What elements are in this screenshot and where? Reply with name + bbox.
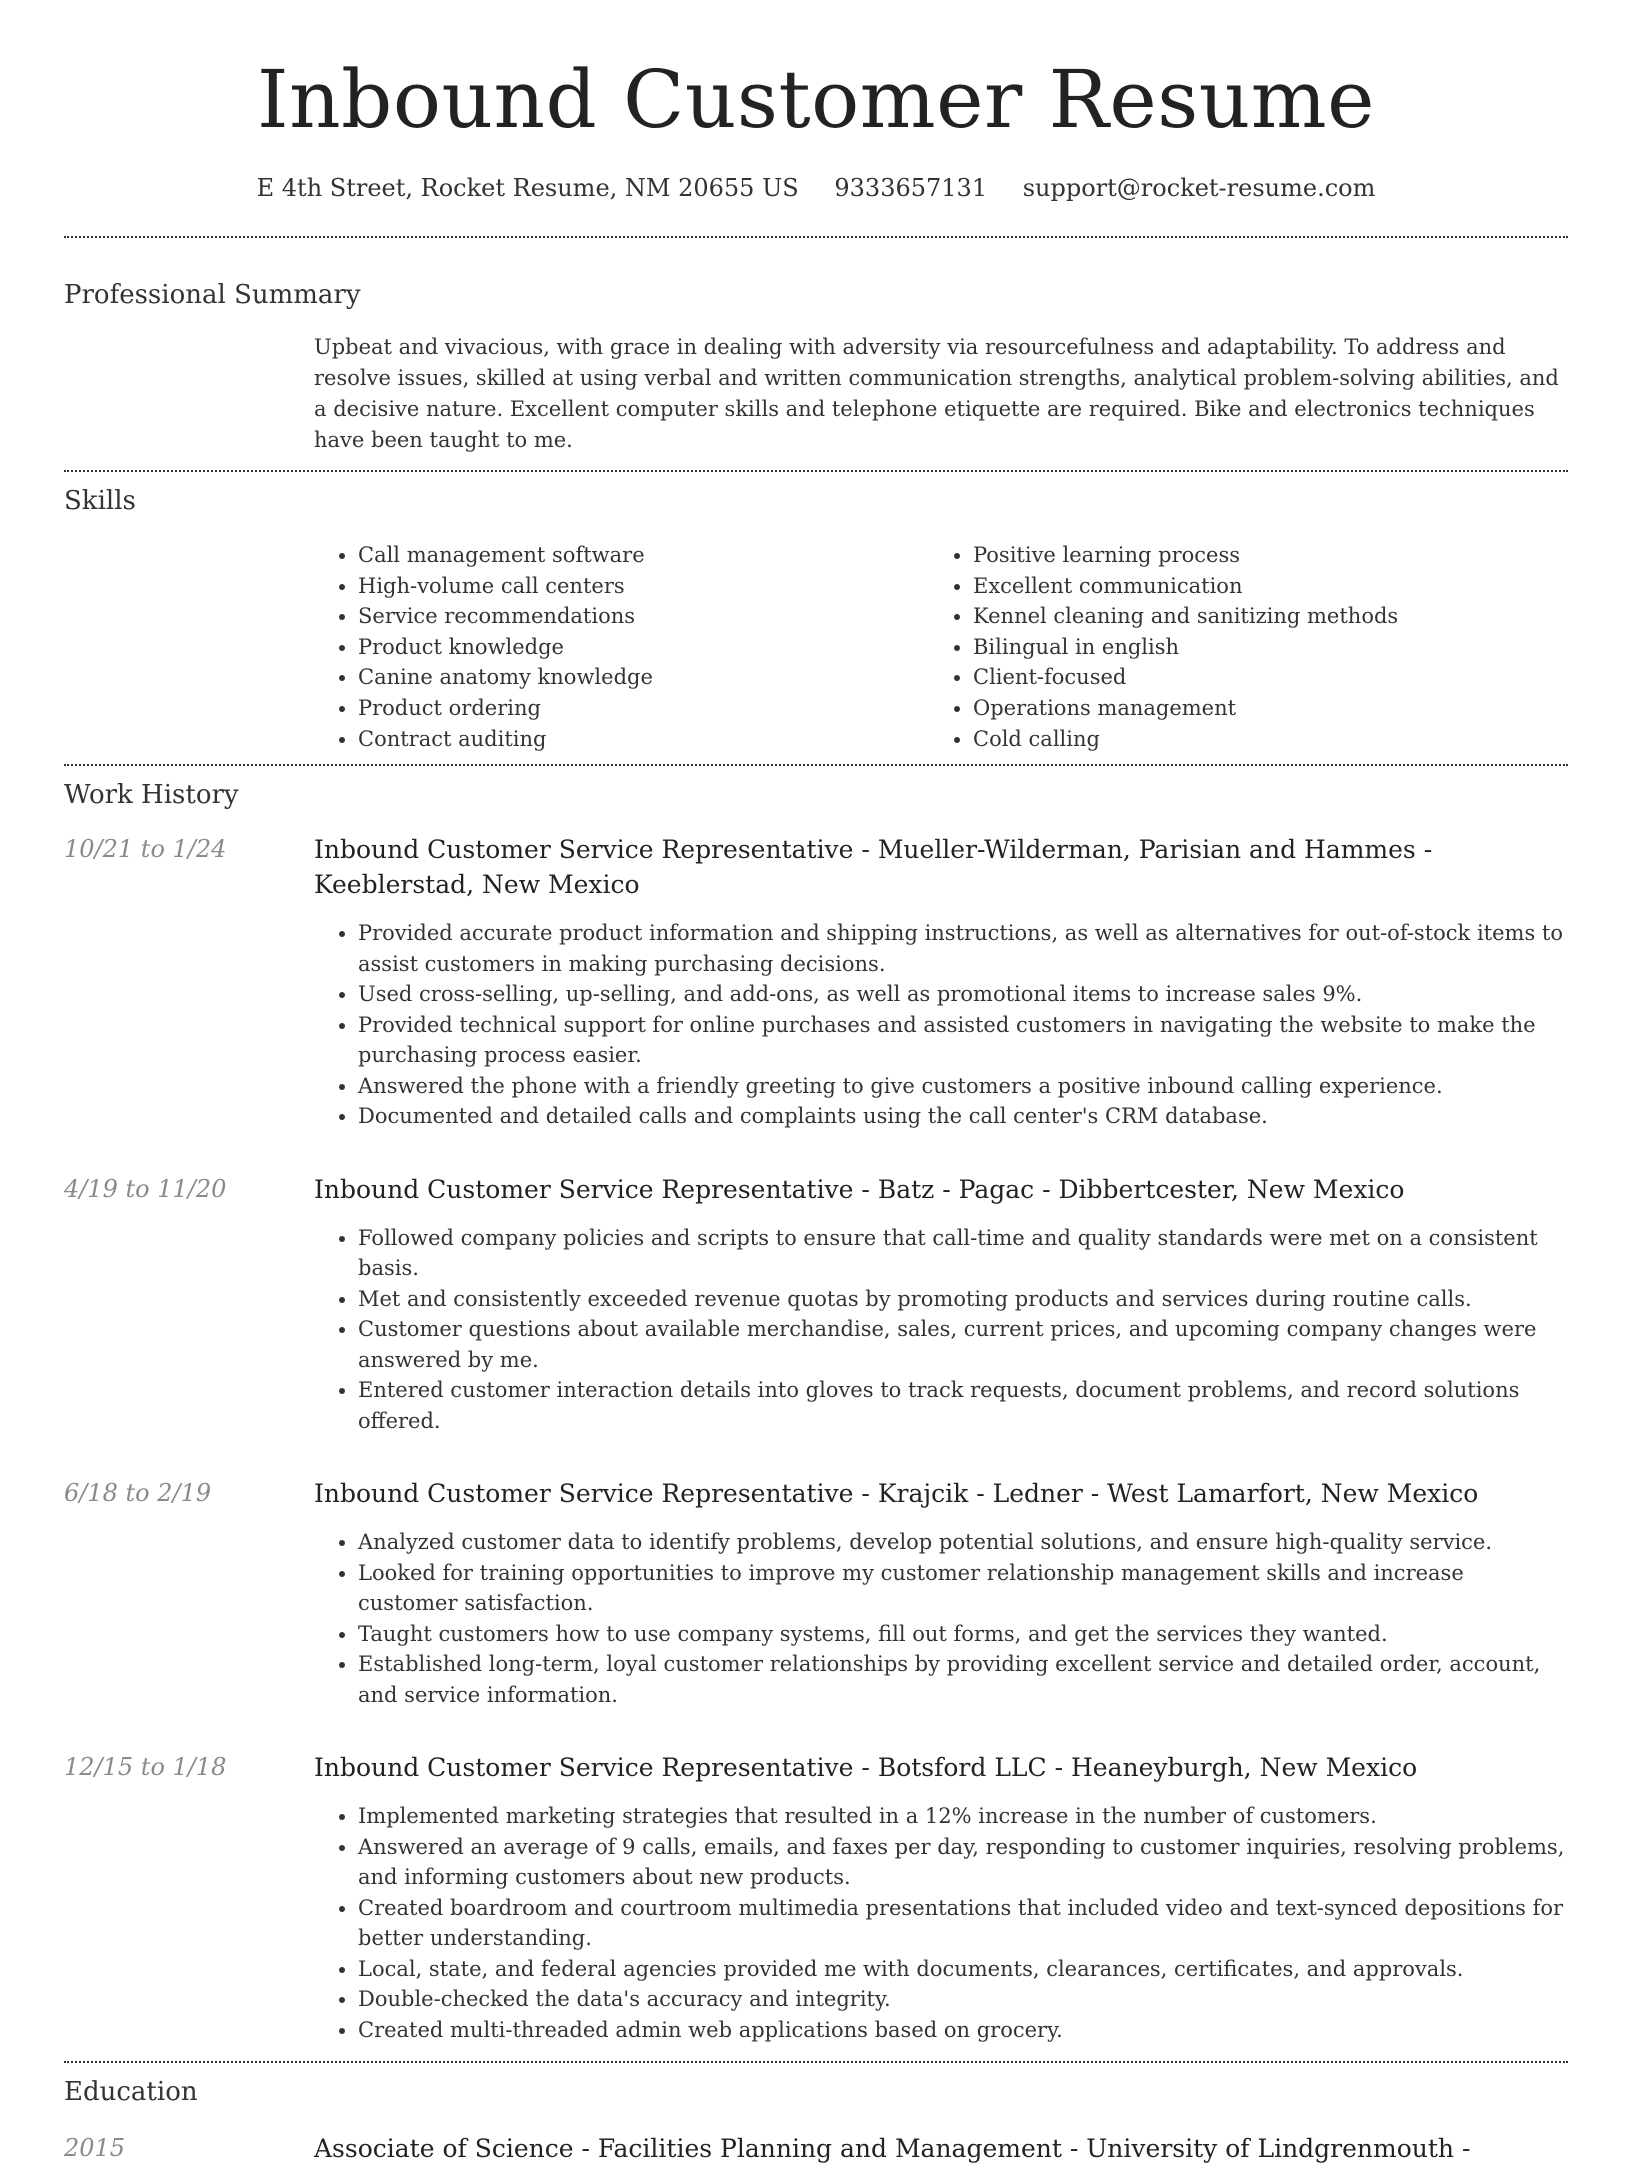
job-bullet: • Analyzed customer data to identify problems, develop potential solutions, and ensure high-quality service. xyxy=(358,1527,1568,1558)
job-bullet: • Customer questions about available merchandise, sales, current prices, and upcoming company changes were answered by me. xyxy=(358,1314,1568,1375)
summary-heading: Professional Summary xyxy=(64,280,361,310)
work-history-section xyxy=(64,766,1568,2045)
job-dates: 6/18 to 2/19 xyxy=(64,1479,212,1508)
skills-column-right xyxy=(929,540,1544,754)
education-body xyxy=(314,2131,1568,2166)
job-bullet: • Established long-term, loyal customer relationships by providing excellent service and detailed order, account, and service information. xyxy=(358,1649,1568,1710)
job-bullet: • Double-checked the data's accuracy and integrity. xyxy=(358,1984,1568,2015)
job-bullet: • Answered an average of 9 calls, emails, and faxes per day, responding to customer inquiries, resolving problems, and informing customers about new products. xyxy=(358,1832,1568,1893)
job-bullet: • Entered customer interaction details into gloves to track requests, document problems, and record solutions offered. xyxy=(358,1375,1568,1436)
skills-column-left xyxy=(314,540,929,754)
education-section xyxy=(64,2063,1568,2166)
job-body xyxy=(314,1476,1568,1710)
skill-item: • Contract auditing xyxy=(358,724,929,755)
skills-grid xyxy=(314,540,1568,754)
skill-item: • Product knowledge xyxy=(358,632,929,663)
job-dates: 4/19 to 11/20 xyxy=(64,1174,227,1203)
skill-item: • Client-focused xyxy=(973,662,1544,693)
job-bullet: • Local, state, and federal agencies provided me with documents, clearances, certificates, and approvals. xyxy=(358,1954,1568,1985)
job-bullets xyxy=(314,918,1568,1132)
skill-item: • Kennel cleaning and sanitizing methods xyxy=(973,601,1544,632)
resume-header xyxy=(64,0,1568,204)
job-body xyxy=(314,1750,1568,2045)
job-bullets xyxy=(314,1223,1568,1437)
job-dates: 12/15 to 1/18 xyxy=(64,1753,227,1782)
skill-item: • Bilingual in english xyxy=(973,632,1544,663)
job-bullet: • Used cross-selling, up-selling, and add-ons, as well as promotional items to increase sales 9%. xyxy=(358,979,1568,1010)
contact-phone: 9333657131 xyxy=(834,174,988,202)
job-bullets xyxy=(314,1801,1568,2045)
job-bullet: • Answered the phone with a friendly greeting to give customers a positive inbound calling experience. xyxy=(358,1071,1568,1102)
skills-section xyxy=(64,472,1568,754)
job-body xyxy=(314,832,1568,1132)
skill-item: • Excellent communication xyxy=(973,571,1544,602)
skill-item: • High-volume call centers xyxy=(358,571,929,602)
job-bullet: • Created multi-threaded admin web applications based on grocery. xyxy=(358,2015,1568,2046)
skill-item: • Service recommendations xyxy=(358,601,929,632)
job-bullet: • Created boardroom and courtroom multimedia presentations that included video and text-synced depositions for better understanding. xyxy=(358,1893,1568,1954)
summary-section xyxy=(64,238,1568,456)
contact-line xyxy=(64,172,1568,204)
summary-text: Upbeat and vivacious, with grace in dealing with adversity via resourcefulness and adaptability. To address and resolve issues, skilled at using verbal and written communication strengths, analytical problem-solving abilities, and a decisive nature. Excellent computer skills and telephone etiquette are required. Bike and electronics techniques have been taught to me. xyxy=(314,335,1559,452)
skill-item: • Canine anatomy knowledge xyxy=(358,662,929,693)
work-history-heading: Work History xyxy=(64,780,239,811)
job-bullet: • Followed company policies and scripts to ensure that call-time and quality standards were met on a consistent basis. xyxy=(358,1223,1568,1284)
job-title: Inbound Customer Service Representative - Botsford LLC - Heaneyburgh, New Mexico xyxy=(314,1753,1418,1783)
contact-address: E 4th Street, Rocket Resume, NM 20655 US xyxy=(256,174,799,202)
skill-item: • Call management software xyxy=(358,540,929,571)
job-entry xyxy=(64,832,1568,1132)
skill-item: • Operations management xyxy=(973,693,1544,724)
education-heading: Education xyxy=(64,2077,198,2108)
job-bullet: • Taught customers how to use company systems, fill out forms, and get the services they wanted. xyxy=(358,1619,1568,1650)
job-bullet: • Looked for training opportunities to improve my customer relationship management skills and increase customer satisfaction. xyxy=(358,1558,1568,1619)
job-title: Inbound Customer Service Representative - Krajcik - Ledner - West Lamarfort, New Mexico xyxy=(314,1479,1479,1509)
job-bullets xyxy=(314,1527,1568,1710)
job-body xyxy=(314,1172,1568,1437)
education-date: 2015 xyxy=(64,2134,126,2163)
education-title: Associate of Science - Facilities Planning and Management - University of Lindgrenmouth - xyxy=(314,2134,1471,2164)
job-bullet: • Implemented marketing strategies that resulted in a 12% increase in the number of customers. xyxy=(358,1801,1568,1832)
skill-item: • Positive learning process xyxy=(973,540,1544,571)
job-entry xyxy=(64,1750,1568,2045)
job-dates: 10/21 to 1/24 xyxy=(64,835,227,864)
job-title: Inbound Customer Service Representative - Batz - Pagac - Dibbertcester, New Mexico xyxy=(314,1174,1405,1204)
skill-item: • Product ordering xyxy=(358,693,929,724)
education-entry xyxy=(64,2131,1568,2166)
job-bullet: • Provided accurate product information and shipping instructions, as well as alternatives for out-of-stock items to assist customers in making purchasing decisions. xyxy=(358,918,1568,979)
skill-item: • Cold calling xyxy=(973,724,1544,755)
job-title: Inbound Customer Service Representative - Mueller-Wilderman, Parisian and Hammes - Keeblerstad, New Mexico xyxy=(314,835,1433,900)
job-entry xyxy=(64,1476,1568,1710)
contact-email: support@rocket-resume.com xyxy=(1022,174,1376,202)
job-bullet: • Documented and detailed calls and complaints using the call center's CRM database. xyxy=(358,1101,1568,1132)
job-bullet: • Met and consistently exceeded revenue quotas by promoting products and services during routine calls. xyxy=(358,1284,1568,1315)
job-entry xyxy=(64,1172,1568,1437)
job-bullet: • Provided technical support for online purchases and assisted customers in navigating the website to make the purchasing process easier. xyxy=(358,1010,1568,1071)
resume-title: Inbound Customer Resume xyxy=(256,53,1376,146)
skills-heading: Skills xyxy=(64,486,136,516)
